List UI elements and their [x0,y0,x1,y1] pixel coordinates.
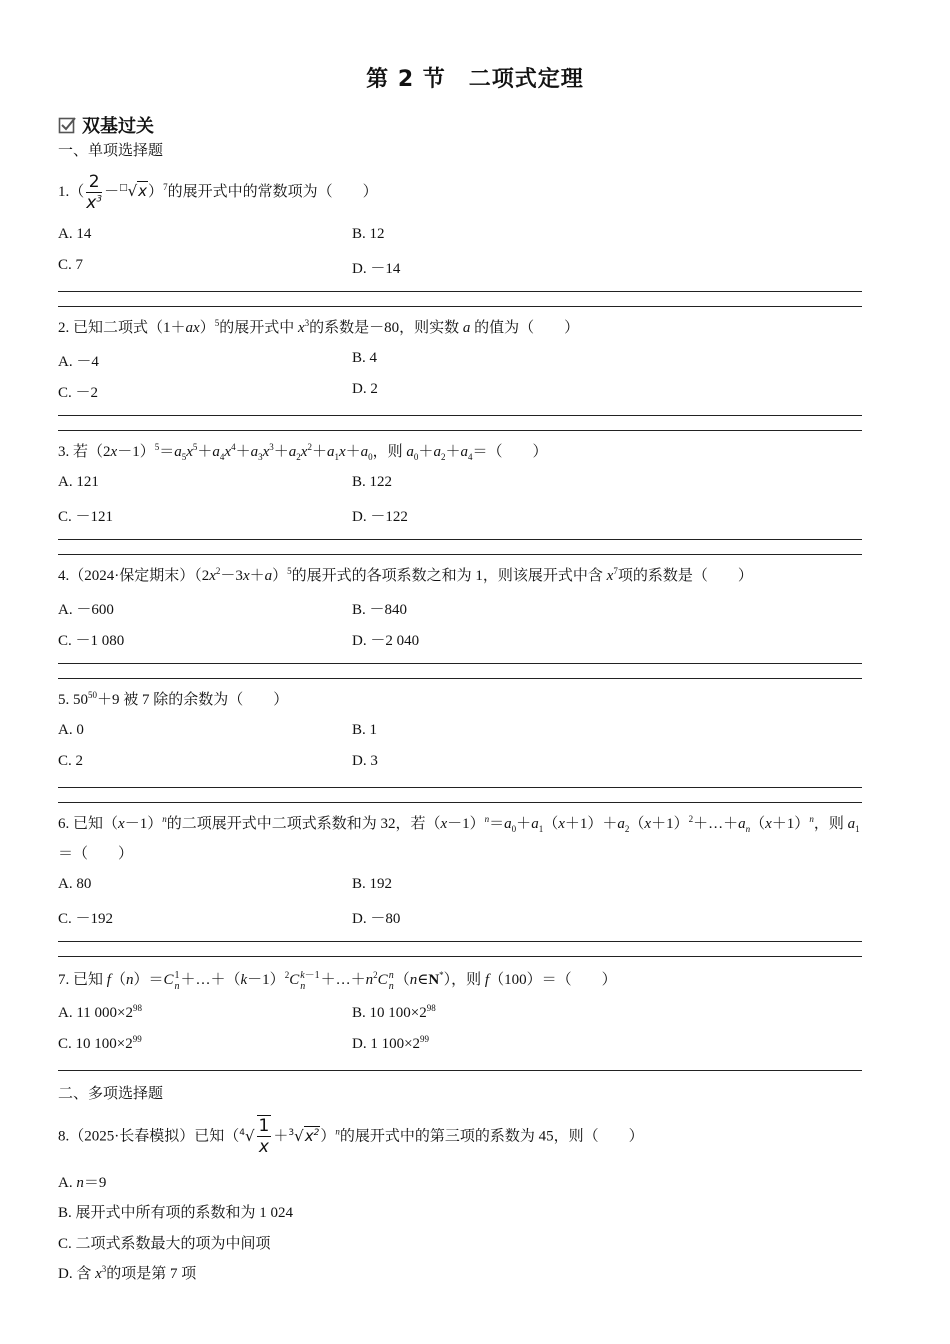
question-8: 8.（2025·长春模拟）已知（$^4$√ $\frac{1}{x}$ $+^3√x^2)^n$的展开式中的第三项的系数为 45，则（ ） [58,1116,644,1157]
option-d: D. 含 $x^3$的项是第 7 项 [58,1264,197,1282]
question-4: 4.（2024·保定期末）$(2x^2-3x+a)^5$的展开式的各项系数之和为 1，则该展开式中含 $x^7$项的系数是（ ） [58,566,753,584]
option-c: C. 2 [58,753,84,769]
option-c: C. 10 $100\times 2^{99}$ [58,1034,142,1052]
answer-line [58,306,862,307]
question-1: 1.（ $\frac{2}{x^3}$ －□√x）$^7$的展开式中的常数项为（ ） [58,172,378,213]
option-c: C. －121 [58,509,114,525]
question-3: 3. 若$(2x-1)^5=a_5x^5+a_4x^4+a_3x^3+a_2x^2+a_1x+a_0$，则 $a_0+a_2+a_4=$（ ） [58,442,548,462]
answer-line [58,941,862,942]
question-7: 7. 已知 f（n）＝C 1 n $+\dots+(k-1)^2C$ k－1 n $+\dots+n^2C$ n n （n∈N*），则 f（100）＝（ ） [58,969,617,992]
option-c: C. －1 080 [58,633,125,649]
option-a: A. －4 [58,354,99,370]
answer-line [58,678,862,679]
answer-line [58,956,862,957]
question-5: 5. $50^{50}+9$ 被 7 除的余数为（ ） [58,690,289,708]
option-d: D. 2 [352,381,378,397]
radical: □√x [119,181,148,200]
question-6: 6. 已知$(x-1)^n$的二项展开式中二项式系数和为 32，若$(x-1)^n=a_0+a_1(x+1)+a_2(x+1)^2+\dots+a_n(x+1)^n$，则 $a_1=$（ ） [58,814,860,862]
option-a: A. 0 [58,722,84,738]
page-title: 第 2 节 二项式定理 [366,67,584,92]
answer-line [58,663,862,664]
answer-line [58,802,862,803]
option-c: C. 二项式系数最大的项为中间项 [58,1236,271,1252]
option-b: B. 10 $100\times 2^{98}$ [352,1003,436,1021]
option-d: D. －2 040 [352,633,420,649]
answer-line [58,539,862,540]
part-heading-single: 一、单项选择题 [58,141,164,159]
fraction: $\frac{2}{x^3}$ [86,172,103,213]
option-b: B. 12 [352,226,385,242]
option-a: A. 11 $000\times 2^{98}$ [58,1003,142,1021]
option-b: B. －840 [352,602,408,618]
option-a: A. 121 [58,474,99,490]
option-d: D. 1 $100\times 2^{99}$ [352,1034,430,1052]
option-d: D. －14 [352,261,401,277]
option-a: A. n＝9 [58,1175,107,1191]
radical: $^4$√ $\frac{1}{x}$ [239,1116,270,1157]
radical: $^3√x^2$ [288,1126,320,1145]
option-b: B. 192 [352,876,393,892]
option-a: A. －600 [58,602,114,618]
option-c: C. －2 [58,385,99,401]
checkbox-icon [58,116,76,134]
option-d: D. 3 [352,753,378,769]
answer-line [58,554,862,555]
option-d: D. －122 [352,509,408,525]
option-b: B. 1 [352,722,378,738]
answer-line [58,430,862,431]
option-d: D. －80 [352,911,401,927]
option-c: C. －192 [58,911,114,927]
option-a: A. 80 [58,876,92,892]
answer-line [58,415,862,416]
question-2: 2. 已知二项式$(1+ax)^5$的展开式中 $x^3$的系数是－80，则实数 a 的值为（ ） [58,318,580,336]
answer-line [58,291,862,292]
option-b: B. 122 [352,474,393,490]
section-header [58,112,154,138]
option-b: B. 展开式中所有项的系数和为 1 024 [58,1205,294,1221]
option-c: C. 7 [58,257,84,273]
option-a: A. 14 [58,226,92,242]
section-label: 双基过关 [82,116,154,137]
answer-line [58,1070,862,1071]
answer-line [58,787,862,788]
option-b: B. 4 [352,350,378,366]
part-heading-multiple: 二、多项选择题 [58,1084,164,1102]
